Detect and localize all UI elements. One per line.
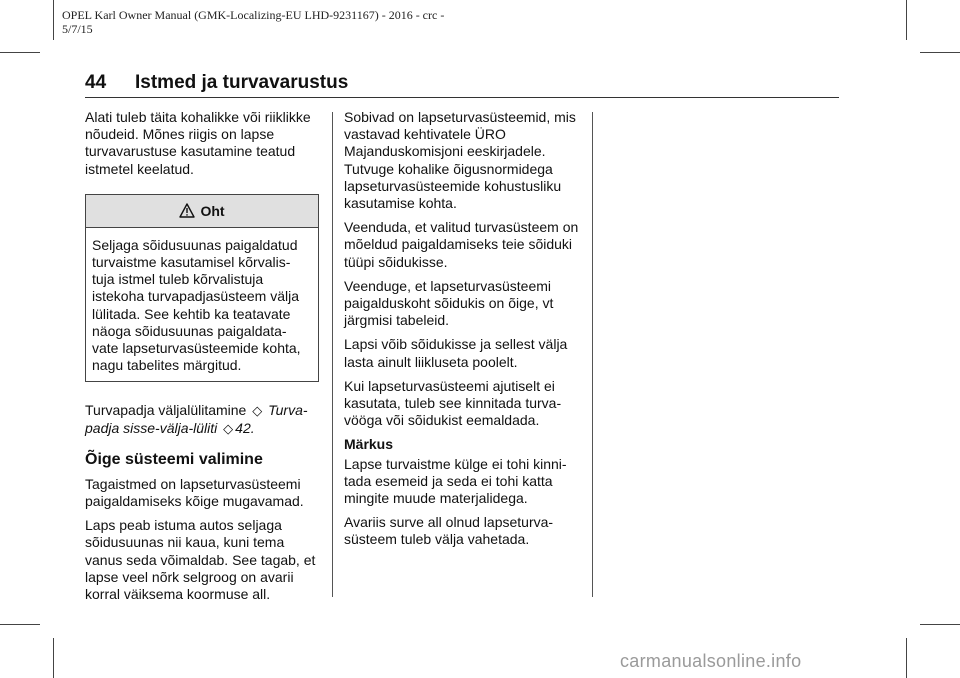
- page-number: 44: [85, 72, 107, 93]
- paragraph: Veenduge, et lapseturvasüsteemi paigalduskoht sõidukis on õige, vt järgmisi tabeleid.: [344, 277, 554, 329]
- warning-title: Oht: [200, 202, 225, 219]
- column-divider: [332, 112, 333, 597]
- page-ref-arrow-icon: ◇: [223, 420, 234, 436]
- paragraph: Avariis surve all olnud lapseturva-süsteem tuleb välja vahetada.: [344, 514, 554, 548]
- watermark: carmanualsonline.info: [620, 651, 802, 671]
- section-title: Istmed ja turvavarustus: [135, 72, 349, 93]
- airbag-ref-link[interactable]: Turva-padja sisse-välja-lüliti: [85, 402, 308, 436]
- warning-triangle-icon: [179, 203, 195, 218]
- paragraph: Lapsi võib sõidukisse ja sellest välja lasta ainult liikluseta poolelt.: [344, 336, 568, 370]
- column-2: [344, 109, 584, 556]
- crop-mark: [906, 638, 907, 678]
- column-1: [85, 109, 325, 610]
- warning-text: Seljaga sõidusuunas paigaldatud turvaistme kasutamisel kõrvalis-tuja istmel tuleb kõrvalistuja istekoha turvapadjasüsteem välja lülitada. See kehtib ka teatavate näoga sõidusuunas paigaldata-vate lapseturvasüsteemide kohta, nagu tabelites märgitud.: [92, 236, 301, 374]
- intro-paragraph: Alati tuleb täita kohalikke või riiklikke nõudeid. Mõnes riigis on lapse turvavarustuse kasutamine teatud istmetel keelatud.: [85, 109, 311, 177]
- airbag-ref-prefix: Turvapadja väljalülitamine: [85, 402, 247, 419]
- crop-mark: [920, 624, 960, 625]
- crop-mark: [0, 52, 40, 53]
- document-header: [62, 8, 502, 36]
- crop-mark: [53, 638, 54, 678]
- airbag-ref-page[interactable]: 42.: [235, 419, 255, 436]
- paragraph: Kui lapseturvasüsteemi ajutiselt ei kasutata, tuleb see kinnitada turva-vööga või sõidukist eemaldada.: [344, 377, 562, 429]
- paragraph: Lapse turvaistme külge ei tohi kinni-tada esemeid ja seda ei tohi katta mingite muude materjalidega.: [344, 455, 567, 507]
- note-label: Märkus: [344, 436, 394, 453]
- title-rule: [85, 97, 839, 98]
- page-ref-arrow-icon: ◇: [252, 403, 263, 419]
- paragraph: Tagaistmed on lapseturvasüsteemi paigaldamiseks kõige mugavamad.: [85, 475, 304, 510]
- header-line-2: 5/7/15: [62, 22, 93, 36]
- crop-mark: [53, 0, 54, 40]
- header-line-1: OPEL Karl Owner Manual (GMK-Localizing-EU LHD-9231167) - 2016 - crc -: [62, 8, 445, 22]
- crop-mark: [920, 52, 960, 53]
- crop-mark: [0, 624, 40, 625]
- paragraph: Veenduda, et valitud turvasüsteem on mõeldud paigaldamiseks teie sõiduki tüüpi sõidukisse.: [344, 219, 579, 270]
- page-title: [85, 72, 348, 94]
- column-divider: [592, 112, 593, 597]
- paragraph: Laps peab istuma autos seljaga sõidusuunas nii kaua, kuni tema vanus seda võimaldab. See tagab, et lapse veel nõrk selgroog on avarii korral väiksema koormuse all.: [85, 517, 316, 603]
- warning-header: [86, 195, 318, 228]
- warning-box: [85, 194, 319, 383]
- crop-mark: [906, 0, 907, 40]
- subheading: Õige süsteemi valimine: [85, 450, 263, 468]
- airbag-reference: [85, 402, 325, 436]
- paragraph: Sobivad on lapseturvasüsteemid, mis vastavad kehtivatele ÜRO Majanduskomisjoni eeskirjadele. Tutvuge kohalike õigusnormidega lapseturvasüsteemide kohustusliku kasutamise kohta.: [344, 109, 576, 212]
